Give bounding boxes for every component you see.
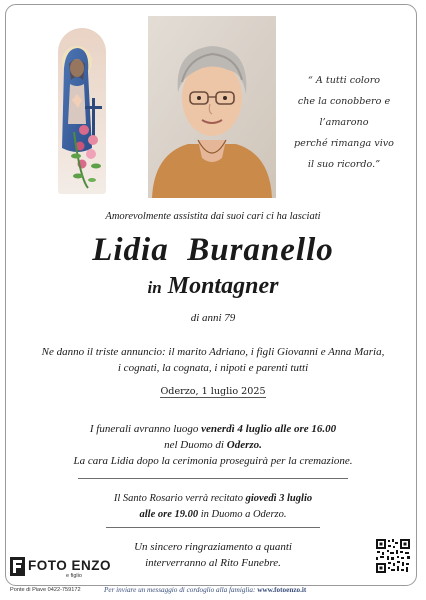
funeral-datetime: venerdì 4 luglio alle ore 16.00 xyxy=(201,423,337,435)
funeral-text: nel Duomo di xyxy=(164,439,227,451)
place-date xyxy=(0,386,426,397)
rosary-time: alle ore 19.00 xyxy=(139,509,199,520)
quote-line: che la conobbero e l’amarono xyxy=(297,96,391,128)
announcement-line: Ne danno il triste annuncio: il marito Adriano, i figli Giovanni e Anna Maria, xyxy=(41,346,385,358)
rosary-text: Il Santo Rosario verrà recitato xyxy=(113,493,246,504)
rosary-text: in Duomo a Oderzo. xyxy=(198,509,287,520)
madonna-image xyxy=(58,28,106,194)
announcement xyxy=(0,344,426,376)
logo-mark-icon xyxy=(10,557,25,576)
funeral-place: Oderzo. xyxy=(226,439,262,451)
footer-message-text: Per inviare un messaggio di cordoglio alla famiglia: xyxy=(104,586,258,594)
deceased-name: Lidia Buranello xyxy=(92,232,334,268)
funeral-text: I funerali avranno luogo xyxy=(89,423,202,435)
age-text: di anni 79 xyxy=(190,312,236,324)
thanks-line: Un sincero ringraziamento a quanti xyxy=(134,541,292,553)
place-date-text: Oderzo, 1 luglio 2025 xyxy=(160,386,266,397)
married-surname: Montagner xyxy=(167,273,279,299)
married-prefix: in xyxy=(147,278,162,297)
funeral-text: La cara Lidia dopo la cerimonia proseguirà per la cremazione. xyxy=(73,455,353,467)
brand-name: FOTO ENZO xyxy=(28,558,112,573)
rosary-date: giovedì 3 luglio xyxy=(245,493,313,504)
thanks-line: interverranno al Rito Funebre. xyxy=(145,557,281,569)
quote-line: il suo ricordo.” xyxy=(307,159,381,170)
intro-text: Amorevolmente assistita dai suoi cari ci ha lasciati xyxy=(105,211,321,222)
announcement-line: i cognati, la cognata, i nipoti e parenti tutti xyxy=(117,362,309,374)
funeral-info xyxy=(0,421,426,469)
footer-website-link[interactable]: www.fotoenzo.it xyxy=(257,586,307,594)
memorial-quote xyxy=(283,70,405,175)
quote-line: “ A tutti coloro xyxy=(307,75,381,86)
brand-sub: e figlio xyxy=(66,573,82,579)
footer-contact: Ponte di Piave 0422-759172 xyxy=(10,587,81,593)
divider xyxy=(78,478,348,479)
married-name xyxy=(0,273,426,300)
brand-logo xyxy=(10,555,112,581)
portrait-photo xyxy=(148,16,276,198)
quote-line: perché rimanga vivo xyxy=(294,138,394,149)
rosary-info xyxy=(0,491,426,523)
divider xyxy=(106,527,320,528)
qr-code-icon[interactable] xyxy=(375,538,411,574)
footer-message xyxy=(104,586,306,594)
